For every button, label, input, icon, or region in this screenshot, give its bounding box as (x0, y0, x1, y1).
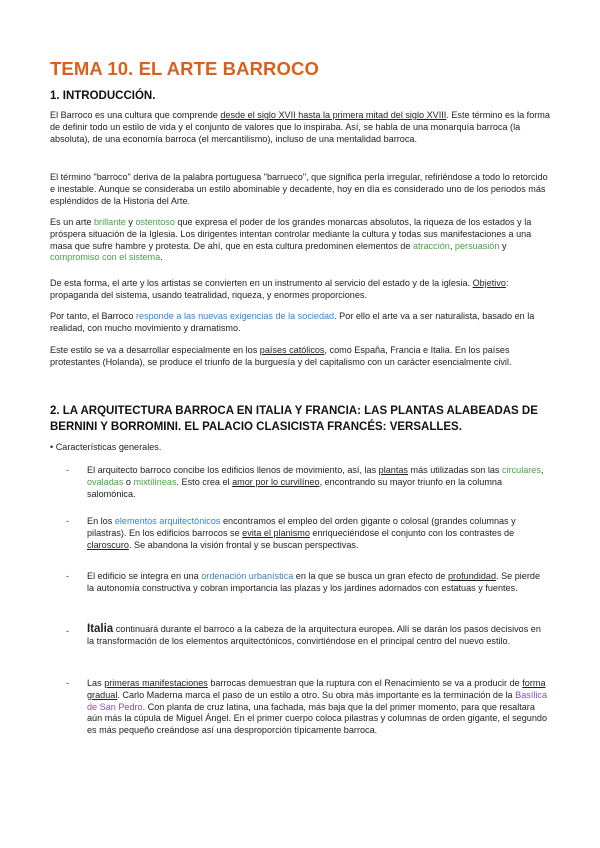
dash-marker: - (66, 516, 69, 526)
list-item-2: En los elementos arquitectónicos encontramos el empleo del orden gigante o colosal (grandes columnas y pilastras). En los edificios barrocos se evita el planismo enriqueciéndose el conjunto con los contrastes de claroscuro. Se abandona la visión frontal y se buscan perspectivas. (87, 516, 516, 550)
intro-paragraph-2: El término "barroco" deriva de la palabra portuguesa "barrueco", que significa perla irregular, refiriéndose a todo lo retorcido e inestable. Aunque se consideraba un estilo abominable y decadente, hoy en día es considerado uno de los periodos más espléndidos de la Historia del Arte. (50, 172, 548, 206)
intro-paragraph-6: Este estilo se va a desarrollar especialmente en los países católicos, como España, Francia e Italia. En los países protestantes (Holanda), se produce el triunfo de la burguesía y del capitalismo con un carácter esencialmente civil. (50, 345, 512, 367)
intro-paragraph-4: De esta forma, el arte y los artistas se convierten en un instrumento al servicio del estado y de la iglesia. Objetivo: propaganda del sistema, usando teatralidad, riqueza, y enormes proporciones. (50, 278, 509, 300)
dash-marker: - (66, 571, 69, 581)
section-2-heading: 2. LA ARQUITECTURA BARROCA EN ITALIA Y FRANCIA: LAS PLANTAS ALABEADAS DE BERNINI Y BORROMINI. EL PALACIO CLASICISTA FRANCÉS: VERSALLES. (50, 405, 538, 433)
document-title: TEMA 10. EL ARTE BARROCO (50, 58, 319, 79)
intro-paragraph-5: Por tanto, el Barroco responde a las nuevas exigencias de la sociedad. Por ello el arte va a ser naturalista, basado en la realidad, con mucho movimiento y dramatismo. (50, 311, 535, 333)
intro-paragraph-1: El Barroco es una cultura que comprende desde el siglo XVII hasta la primera mitad del siglo XVIII. Este término es la forma de definir todo un estilo de vida y el conjunto de valores que lo inspiraba. Así, se habla de una monarquía barroca (la absoluta), de una economía barroca (el mercantilismo), incluso de una mentalidad barroca. (50, 110, 550, 144)
list-item-1: El arquitecto barroco concibe los edificios llenos de movimiento, así, las plantas más utilizadas son las circulares, ovaladas o mixtilíneas. Esto crea el amor por lo curvilíneo, encontrando su mayor triunfo en la columna salomónica. (87, 465, 544, 499)
dash-marker: - (66, 465, 69, 475)
list-item-4: Italia continuará durante el barroco a la cabeza de la arquitectura europea. Allí se darán los pasos decisivos en la transformación de los elementos arquitectónicos, convirtiéndose en el principal centro del nuevo estilo. (87, 623, 541, 646)
list-item-3: El edificio se integra en una ordenación urbanística en la que se busca un gran efecto de profundidad. Se pierde la autonomía constructiva y cobran importancia las plazas y los jardines adornados con estatuas y fuentes. (87, 571, 541, 593)
dash-marker: - (66, 626, 69, 636)
characteristics-bullet: • Características generales. (50, 442, 162, 452)
list-item-5: Las primeras manifestaciones barrocas demuestran que la ruptura con el Renacimiento se va a producir de forma gradual. Carlo Maderna marca el paso de un estilo a otro. Su obra más importante es la terminación de la Basílica de San Pedro. Con planta de cruz latina, una fachada, más baja que la del primer momento, para que resaltara aún más la cúpula de Miguel Ángel. En el primer cuerpo coloca pilastras y columnas de orden gigante, el segundo es más pequeño creándose así una desproporción típicamente barroca. (87, 678, 548, 736)
dash-marker: - (66, 678, 69, 688)
intro-paragraph-3: Es un arte brillante y ostentoso que expresa el poder de los grandes monarcas absolutos, la riqueza de los estados y la próspera situación de la Iglesia. Los dirigentes intentan controlar mediante la cultura y todas sus manifestaciones a una masa que sufre hambre y protesta. De ahí, que en esta cultura predominen elementos de atracción, persuasión y compromiso con el sistema. (50, 217, 532, 263)
section-1-heading: 1. INTRODUCCIÓN. (50, 90, 156, 102)
